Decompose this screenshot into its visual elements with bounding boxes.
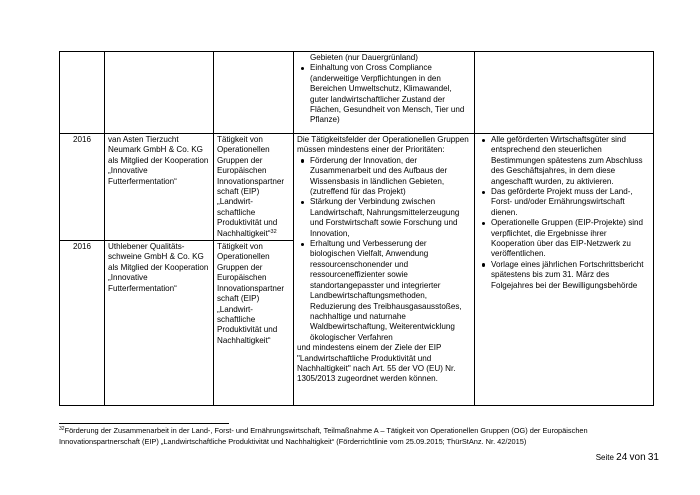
- page-number: [574, 452, 659, 463]
- impact-list: [297, 63, 471, 125]
- table-row: [60, 134, 654, 241]
- activity-cell: Tätigkeit von Operationellen Gruppen der Europäischen Innovationspartner schaft (EIP) „Landwirt-schaftliche Produktivität und Nachhaltigkeit“: [214, 241, 294, 406]
- recipient-cell: [105, 52, 214, 134]
- priorities-list: [297, 156, 471, 343]
- year-cell: [60, 52, 105, 134]
- conditions-list: [478, 135, 650, 291]
- list-item: Das geförderte Projekt muss der Land-, Forst- und/oder Ernährungswirtschaft dienen.: [491, 187, 650, 218]
- activity-cell: [214, 52, 294, 134]
- recipient-cell: Uthlebener Qualitäts-schweine GmbH & Co. KG als Mitglied der Kooperation „Innovative Futterfermentation“: [105, 241, 214, 406]
- page-total: 31: [647, 452, 659, 463]
- priorities-intro: Die Tätigkeitsfelder der Operationellen Gruppen müssen mindestens einer der Prioritäten:: [297, 135, 469, 155]
- list-item: Stärkung der Verbindung zwischen Landwirtschaft, Nahrungsmittelerzeugung und Forstwirtschaft sowie Forschung und Innovation,: [310, 197, 471, 239]
- page-current: 24: [616, 452, 628, 463]
- conditions-cell: [475, 134, 654, 406]
- list-item: Förderung der Innovation, der Zusammenarbeit und des Aufbaus der Wissensbasis in ländlichen Gebieten, (zutreffend für das Projekt): [310, 156, 471, 198]
- list-item: Operationelle Gruppen (EIP-Projekte) sind verpflichtet, die Ergebnisse ihrer Kooperation über das EIP-Netzwerk zu veröffentlichen.: [491, 218, 650, 260]
- footnote-divider: [59, 423, 229, 424]
- list-item: Vorlage eines jährlichen Fortschrittsbericht spätestens bis zum 31. März des Folgejahres bei der Bewilligungsbehörde: [491, 260, 650, 291]
- activity-cell: [214, 134, 294, 241]
- list-item: Alle geförderten Wirtschaftsgüter sind entsprechend den steuerlichen Bestimmungen spätestens zum Abschluss des Geschäftsjahres, in dem diese angeschafft wurden, zu aktivieren.: [491, 135, 650, 187]
- list-item: Erhaltung und Verbesserung der biologischen Vielfalt, Anwendung ressourcenschonender und ressourceneffizienter sowie standortangepasster und integrierter Landbewirtschaftungsmethoden, Reduzierung des Treibhausgasausstoßes, nachhaltige und naturnahe Waldbewirtschaftung, Weiterentwicklung ökologischer Verfahren: [310, 239, 471, 343]
- subsidy-table: [59, 51, 654, 406]
- list-item: Einhaltung von Cross Compliance (anderweitige Verpflichtungen in den Bereichen Umweltschutz, Klimawandel, guter landwirtschaftlicher Zustand der Flächen, Gesundheit von Mensch, Tier und Pflanze): [310, 63, 471, 125]
- recipient-cell: van Asten Tierzucht Neumark GmbH & Co. KG als Mitglied der Kooperation „Innovative Futterfermentation“: [105, 134, 214, 241]
- footnote-text: Förderung der Zusammenarbeit in der Land-, Forst- und Ernährungswirtschaft, Teilmaßnahme A – Tätigkeit von Operationellen Gruppen (OG) der Europäischen Innovationspartnerschaft (EIP) „Landwirtschaftliche Produktivität und Nachhaltigkeit“ (Förderrichtlinie vom 25.09.2015; ThürStAnz. Nr. 42/2015): [59, 426, 588, 446]
- year-cell: 2016: [60, 241, 105, 406]
- footnote-number: 32: [59, 426, 65, 432]
- priorities-closing: und mindestens einem der Ziele der EIP "Landwirtschaftliche Produktivität und Nachhaltigkeit" nach Art. 55 der VO (EU) Nr. 1305/2013 zugeordnet werden können.: [297, 343, 456, 384]
- year-cell: 2016: [60, 134, 105, 241]
- impact-cell: [294, 52, 475, 134]
- continued-text: Gebieten (nur Dauergrünland): [310, 53, 418, 62]
- page-label: Seite: [595, 453, 614, 462]
- priorities-cell: [294, 134, 475, 406]
- table-row: [60, 52, 654, 134]
- activity-text: Tätigkeit von Operationellen Gruppen der Europäischen Innovationspartner schaft (EIP) „Landwirt-schaftliche Produktivität und Nachhaltigkeit“: [217, 135, 285, 238]
- footnote-ref: 32: [270, 228, 277, 235]
- conditions-cell: [475, 52, 654, 134]
- footnote: [59, 426, 659, 447]
- page-separator: von: [629, 452, 646, 463]
